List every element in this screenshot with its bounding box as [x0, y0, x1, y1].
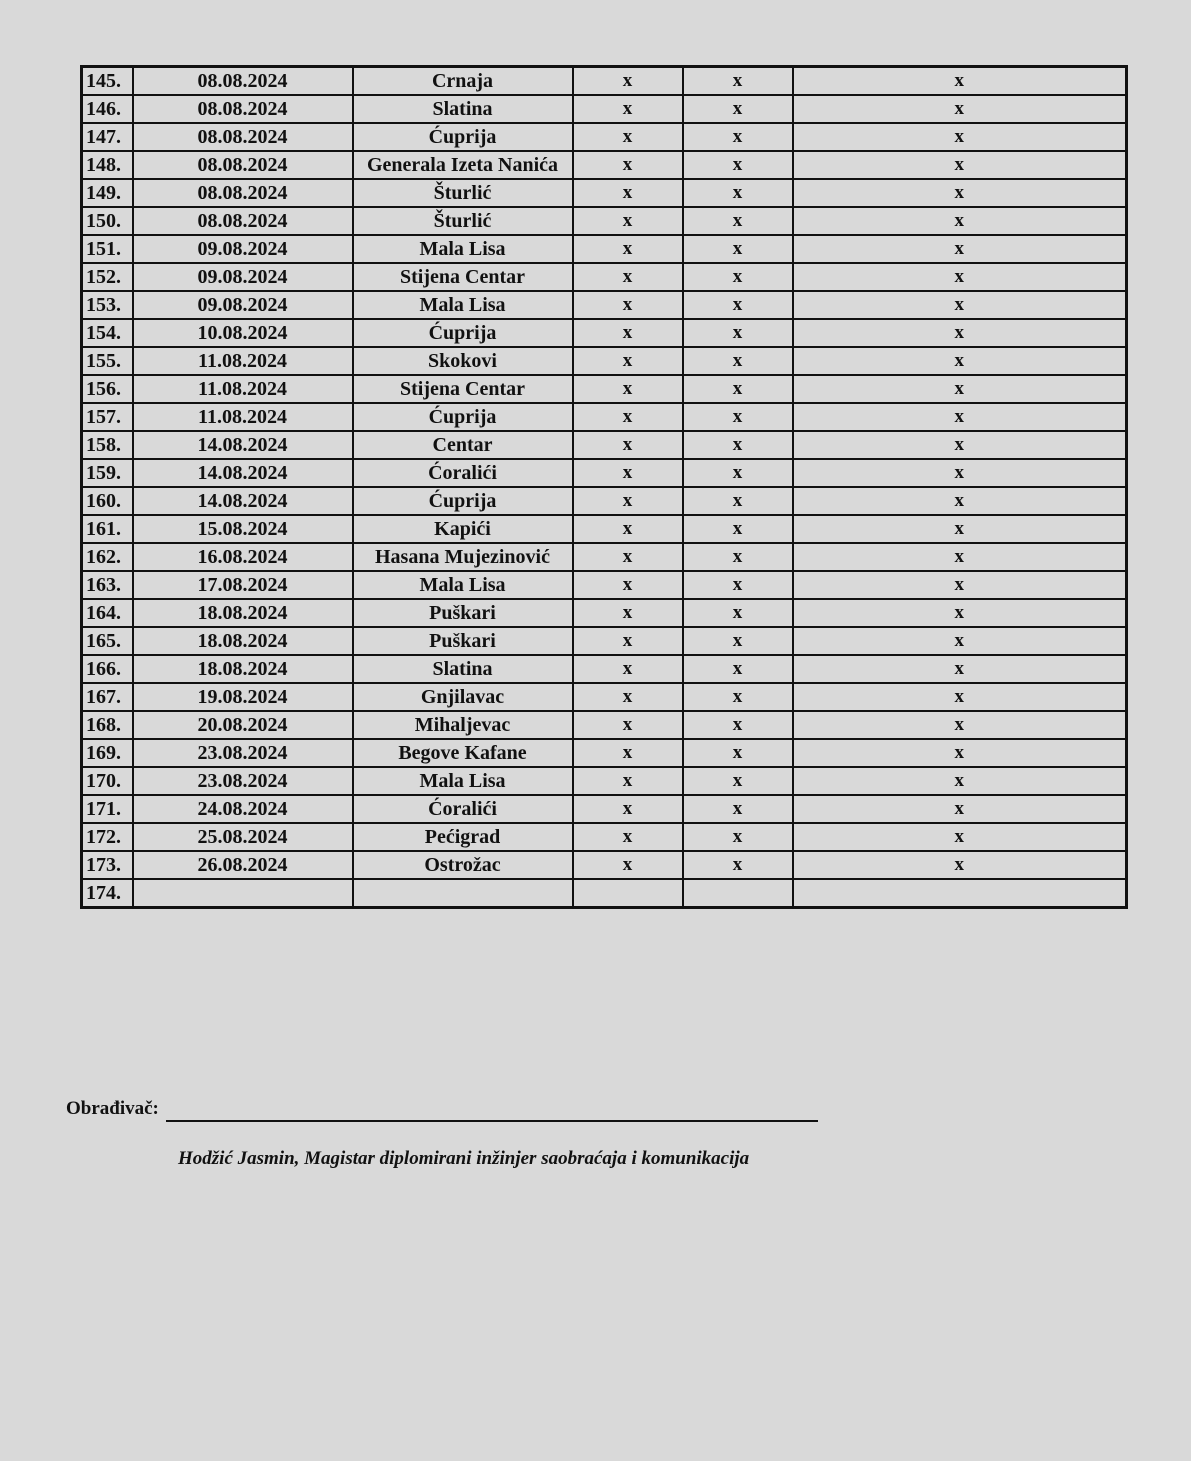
table-row	[82, 795, 1127, 823]
row-number-cell: 170.	[82, 767, 133, 795]
row-number-cell: 159.	[82, 459, 133, 487]
table-row	[82, 319, 1127, 347]
signature-line	[166, 1120, 818, 1122]
mark-cell-2: x	[683, 123, 793, 151]
row-number-cell: 146.	[82, 95, 133, 123]
mark-cell-3: x	[793, 123, 1127, 151]
mark-cell-3: x	[793, 347, 1127, 375]
table-row	[82, 263, 1127, 291]
location-cell: Ćoralići	[353, 459, 573, 487]
mark-cell-3: x	[793, 459, 1127, 487]
mark-cell-3: x	[793, 263, 1127, 291]
date-cell: 20.08.2024	[133, 711, 353, 739]
row-number-cell: 153.	[82, 291, 133, 319]
mark-cell-1: x	[573, 263, 683, 291]
mark-cell-3: x	[793, 543, 1127, 571]
mark-cell-1: x	[573, 347, 683, 375]
mark-cell-3: x	[793, 655, 1127, 683]
mark-cell-2: x	[683, 571, 793, 599]
table-row	[82, 543, 1127, 571]
date-cell: 14.08.2024	[133, 459, 353, 487]
mark-cell-1: x	[573, 291, 683, 319]
mark-cell-3: x	[793, 151, 1127, 179]
mark-cell-1: x	[573, 739, 683, 767]
mark-cell-2: x	[683, 487, 793, 515]
location-cell: Pećigrad	[353, 823, 573, 851]
mark-cell-2: x	[683, 739, 793, 767]
row-number-cell: 157.	[82, 403, 133, 431]
row-number-cell: 158.	[82, 431, 133, 459]
location-cell: Mala Lisa	[353, 235, 573, 263]
mark-cell-2: x	[683, 95, 793, 123]
date-cell: 08.08.2024	[133, 179, 353, 207]
location-cell: Ćuprija	[353, 487, 573, 515]
mark-cell-1: x	[573, 795, 683, 823]
location-cell: Ostrožac	[353, 851, 573, 879]
location-cell: Skokovi	[353, 347, 573, 375]
row-number-cell: 168.	[82, 711, 133, 739]
table-row	[82, 655, 1127, 683]
mark-cell-1: x	[573, 67, 683, 96]
mark-cell-2: x	[683, 375, 793, 403]
location-cell: Ćoralići	[353, 795, 573, 823]
table-row	[82, 67, 1127, 96]
mark-cell-2: x	[683, 655, 793, 683]
table-row	[82, 711, 1127, 739]
records-table	[80, 65, 1128, 909]
location-cell: Puškari	[353, 599, 573, 627]
mark-cell-1: x	[573, 151, 683, 179]
date-cell: 08.08.2024	[133, 207, 353, 235]
location-cell: Begove Kafane	[353, 739, 573, 767]
mark-cell-1: x	[573, 599, 683, 627]
date-cell: 11.08.2024	[133, 403, 353, 431]
mark-cell-3: x	[793, 179, 1127, 207]
table-row	[82, 347, 1127, 375]
row-number-cell: 160.	[82, 487, 133, 515]
row-number-cell: 169.	[82, 739, 133, 767]
mark-cell-1: x	[573, 95, 683, 123]
table-row	[82, 95, 1127, 123]
row-number-cell: 148.	[82, 151, 133, 179]
date-cell: 08.08.2024	[133, 123, 353, 151]
date-cell: 18.08.2024	[133, 627, 353, 655]
date-cell: 11.08.2024	[133, 375, 353, 403]
row-number-cell: 154.	[82, 319, 133, 347]
mark-cell-1: x	[573, 851, 683, 879]
mark-cell-2: x	[683, 263, 793, 291]
row-number-cell: 161.	[82, 515, 133, 543]
row-number-cell: 152.	[82, 263, 133, 291]
mark-cell-3	[793, 879, 1127, 908]
mark-cell-2: x	[683, 67, 793, 96]
mark-cell-1: x	[573, 543, 683, 571]
mark-cell-3: x	[793, 67, 1127, 96]
table-row	[82, 739, 1127, 767]
mark-cell-1: x	[573, 515, 683, 543]
mark-cell-1: x	[573, 235, 683, 263]
mark-cell-1: x	[573, 767, 683, 795]
date-cell: 10.08.2024	[133, 319, 353, 347]
row-number-cell: 156.	[82, 375, 133, 403]
row-number-cell: 167.	[82, 683, 133, 711]
table-row	[82, 515, 1127, 543]
mark-cell-2: x	[683, 683, 793, 711]
location-cell: Kapići	[353, 515, 573, 543]
mark-cell-3: x	[793, 627, 1127, 655]
table-row	[82, 375, 1127, 403]
date-cell: 09.08.2024	[133, 291, 353, 319]
table-row	[82, 207, 1127, 235]
table-row	[82, 599, 1127, 627]
row-number-cell: 171.	[82, 795, 133, 823]
mark-cell-2: x	[683, 627, 793, 655]
mark-cell-3: x	[793, 571, 1127, 599]
date-cell: 08.08.2024	[133, 95, 353, 123]
mark-cell-2: x	[683, 851, 793, 879]
mark-cell-1: x	[573, 683, 683, 711]
mark-cell-1: x	[573, 823, 683, 851]
table-row	[82, 123, 1127, 151]
date-cell: 15.08.2024	[133, 515, 353, 543]
table-row	[82, 487, 1127, 515]
location-cell: Generala Izeta Nanića	[353, 151, 573, 179]
mark-cell-3: x	[793, 319, 1127, 347]
mark-cell-3: x	[793, 823, 1127, 851]
location-cell: Mala Lisa	[353, 571, 573, 599]
mark-cell-3: x	[793, 431, 1127, 459]
location-cell: Mala Lisa	[353, 291, 573, 319]
location-cell: Slatina	[353, 655, 573, 683]
mark-cell-3: x	[793, 795, 1127, 823]
signature-block	[66, 1098, 826, 1120]
row-number-cell: 173.	[82, 851, 133, 879]
location-cell: Šturlić	[353, 179, 573, 207]
table-row	[82, 767, 1127, 795]
date-cell: 18.08.2024	[133, 599, 353, 627]
mark-cell-2: x	[683, 319, 793, 347]
mark-cell-3: x	[793, 683, 1127, 711]
mark-cell-3: x	[793, 851, 1127, 879]
mark-cell-1: x	[573, 459, 683, 487]
location-cell	[353, 879, 573, 908]
location-cell: Ćuprija	[353, 123, 573, 151]
mark-cell-2: x	[683, 515, 793, 543]
mark-cell-1: x	[573, 375, 683, 403]
mark-cell-3: x	[793, 207, 1127, 235]
row-number-cell: 163.	[82, 571, 133, 599]
location-cell: Puškari	[353, 627, 573, 655]
table-row	[82, 235, 1127, 263]
location-cell: Ćuprija	[353, 403, 573, 431]
mark-cell-2: x	[683, 291, 793, 319]
table-row	[82, 291, 1127, 319]
row-number-cell: 172.	[82, 823, 133, 851]
mark-cell-2: x	[683, 431, 793, 459]
row-number-cell: 166.	[82, 655, 133, 683]
mark-cell-2: x	[683, 767, 793, 795]
table-row	[82, 879, 1127, 908]
location-cell: Mala Lisa	[353, 767, 573, 795]
mark-cell-1: x	[573, 179, 683, 207]
location-cell: Gnjilavac	[353, 683, 573, 711]
date-cell: 14.08.2024	[133, 487, 353, 515]
mark-cell-2: x	[683, 207, 793, 235]
processor-label: Obrađivač:	[66, 1098, 159, 1119]
mark-cell-1: x	[573, 319, 683, 347]
mark-cell-3: x	[793, 95, 1127, 123]
row-number-cell: 165.	[82, 627, 133, 655]
table-row	[82, 431, 1127, 459]
mark-cell-1: x	[573, 571, 683, 599]
date-cell: 16.08.2024	[133, 543, 353, 571]
mark-cell-1: x	[573, 123, 683, 151]
table-row	[82, 571, 1127, 599]
location-cell: Stijena Centar	[353, 375, 573, 403]
row-number-cell: 147.	[82, 123, 133, 151]
date-cell: 18.08.2024	[133, 655, 353, 683]
table-row	[82, 151, 1127, 179]
mark-cell-2: x	[683, 599, 793, 627]
mark-cell-3: x	[793, 599, 1127, 627]
mark-cell-2: x	[683, 151, 793, 179]
row-number-cell: 174.	[82, 879, 133, 908]
location-cell: Stijena Centar	[353, 263, 573, 291]
mark-cell-2	[683, 879, 793, 908]
table-row	[82, 403, 1127, 431]
table-row	[82, 823, 1127, 851]
mark-cell-3: x	[793, 767, 1127, 795]
date-cell: 24.08.2024	[133, 795, 353, 823]
mark-cell-3: x	[793, 235, 1127, 263]
date-cell	[133, 879, 353, 908]
location-cell: Centar	[353, 431, 573, 459]
date-cell: 23.08.2024	[133, 767, 353, 795]
location-cell: Mihaljevac	[353, 711, 573, 739]
date-cell: 25.08.2024	[133, 823, 353, 851]
mark-cell-2: x	[683, 711, 793, 739]
table-row	[82, 459, 1127, 487]
mark-cell-2: x	[683, 823, 793, 851]
mark-cell-2: x	[683, 543, 793, 571]
records-table-body	[82, 67, 1127, 908]
date-cell: 09.08.2024	[133, 235, 353, 263]
date-cell: 09.08.2024	[133, 263, 353, 291]
mark-cell-2: x	[683, 795, 793, 823]
row-number-cell: 162.	[82, 543, 133, 571]
location-cell: Ćuprija	[353, 319, 573, 347]
mark-cell-2: x	[683, 459, 793, 487]
mark-cell-2: x	[683, 403, 793, 431]
table-row	[82, 627, 1127, 655]
mark-cell-1	[573, 879, 683, 908]
row-number-cell: 164.	[82, 599, 133, 627]
table-row	[82, 683, 1127, 711]
mark-cell-1: x	[573, 431, 683, 459]
mark-cell-1: x	[573, 207, 683, 235]
mark-cell-3: x	[793, 291, 1127, 319]
date-cell: 08.08.2024	[133, 67, 353, 96]
mark-cell-3: x	[793, 515, 1127, 543]
date-cell: 08.08.2024	[133, 151, 353, 179]
mark-cell-2: x	[683, 235, 793, 263]
mark-cell-1: x	[573, 627, 683, 655]
date-cell: 19.08.2024	[133, 683, 353, 711]
mark-cell-2: x	[683, 179, 793, 207]
date-cell: 23.08.2024	[133, 739, 353, 767]
mark-cell-1: x	[573, 655, 683, 683]
mark-cell-3: x	[793, 375, 1127, 403]
date-cell: 14.08.2024	[133, 431, 353, 459]
row-number-cell: 150.	[82, 207, 133, 235]
mark-cell-3: x	[793, 711, 1127, 739]
mark-cell-1: x	[573, 403, 683, 431]
row-number-cell: 149.	[82, 179, 133, 207]
location-cell: Hasana Mujezinović	[353, 543, 573, 571]
mark-cell-1: x	[573, 487, 683, 515]
mark-cell-3: x	[793, 739, 1127, 767]
mark-cell-1: x	[573, 711, 683, 739]
mark-cell-3: x	[793, 487, 1127, 515]
date-cell: 26.08.2024	[133, 851, 353, 879]
location-cell: Šturlić	[353, 207, 573, 235]
mark-cell-2: x	[683, 347, 793, 375]
date-cell: 11.08.2024	[133, 347, 353, 375]
date-cell: 17.08.2024	[133, 571, 353, 599]
location-cell: Slatina	[353, 95, 573, 123]
mark-cell-3: x	[793, 403, 1127, 431]
table-row	[82, 851, 1127, 879]
processor-name: Hodžić Jasmin, Magistar diplomirani inžinjer saobraćaja i komunikacija	[178, 1148, 750, 1169]
row-number-cell: 151.	[82, 235, 133, 263]
row-number-cell: 145.	[82, 67, 133, 96]
row-number-cell: 155.	[82, 347, 133, 375]
location-cell: Crnaja	[353, 67, 573, 96]
table-row	[82, 179, 1127, 207]
